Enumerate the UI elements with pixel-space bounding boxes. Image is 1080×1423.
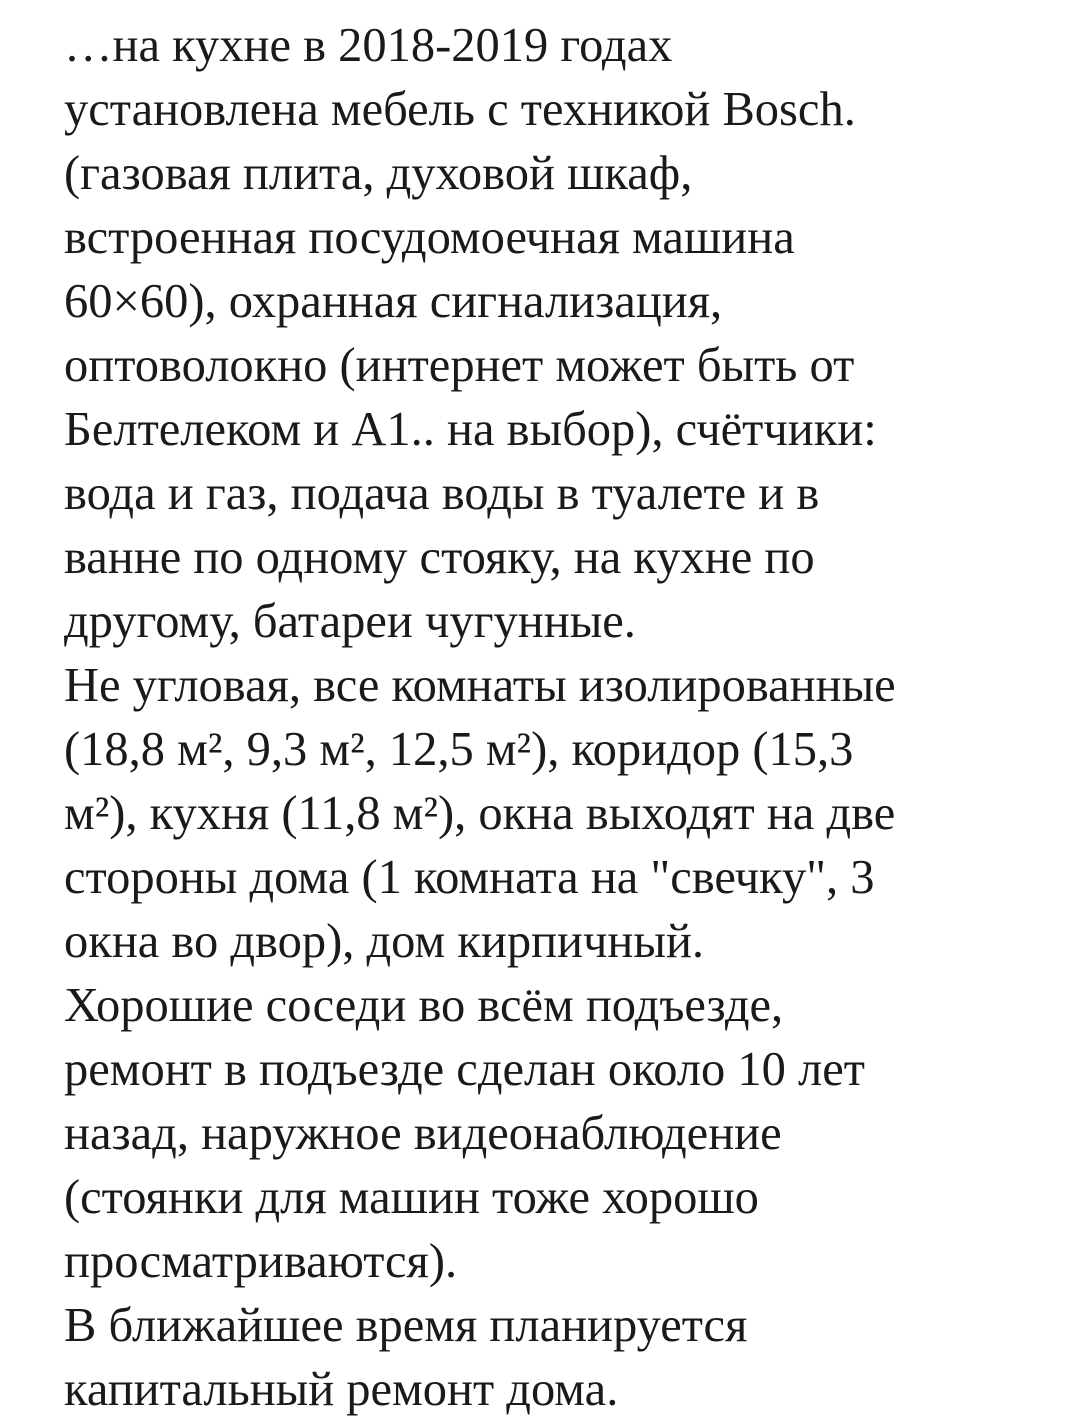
text-line: В ближайшее время планируется: [64, 1299, 748, 1352]
text-line: назад, наружное видеонаблюдение: [64, 1107, 782, 1160]
text-line: …на кухне в 2018-2019 годах: [64, 19, 673, 72]
text-line: Не угловая, все комнаты изолированные: [64, 659, 896, 712]
text-line: ванне по одному стояку, на кухне по: [64, 531, 815, 584]
text-line: Белтелеком и А1.. на выбор), счётчики:: [64, 403, 877, 456]
text-line: м²), кухня (11,8 м²), окна выходят на две: [64, 787, 896, 840]
text-line: другому, батареи чугунные.: [64, 595, 636, 648]
text-line: капитальный ремонт дома.: [64, 1363, 619, 1416]
document-body: [64, 14, 1054, 1422]
text-line: (18,8 м², 9,3 м², 12,5 м²), коридор (15,3: [64, 723, 854, 776]
text-line: 60×60), охранная сигнализация,: [64, 275, 723, 328]
text-line: (стоянки для машин тоже хорошо: [64, 1171, 759, 1224]
text-line: установлена мебель с техникой Bosch.: [64, 83, 856, 136]
text-line: вода и газ, подача воды в туалете и в: [64, 467, 820, 520]
text-line: ремонт в подъезде сделан около 10 лет: [64, 1043, 865, 1096]
text-line: просматриваются).: [64, 1235, 458, 1288]
text-line: оптоволокно (интернет может быть от: [64, 339, 855, 392]
text-line: окна во двор), дом кирпичный.: [64, 915, 705, 968]
text-line: стороны дома (1 комната на "свечку", 3: [64, 851, 875, 904]
text-line: Хорошие соседи во всём подъезде,: [64, 979, 784, 1032]
text-line: встроенная посудомоечная машина: [64, 211, 795, 264]
text-line: (газовая плита, духовой шкаф,: [64, 147, 693, 200]
